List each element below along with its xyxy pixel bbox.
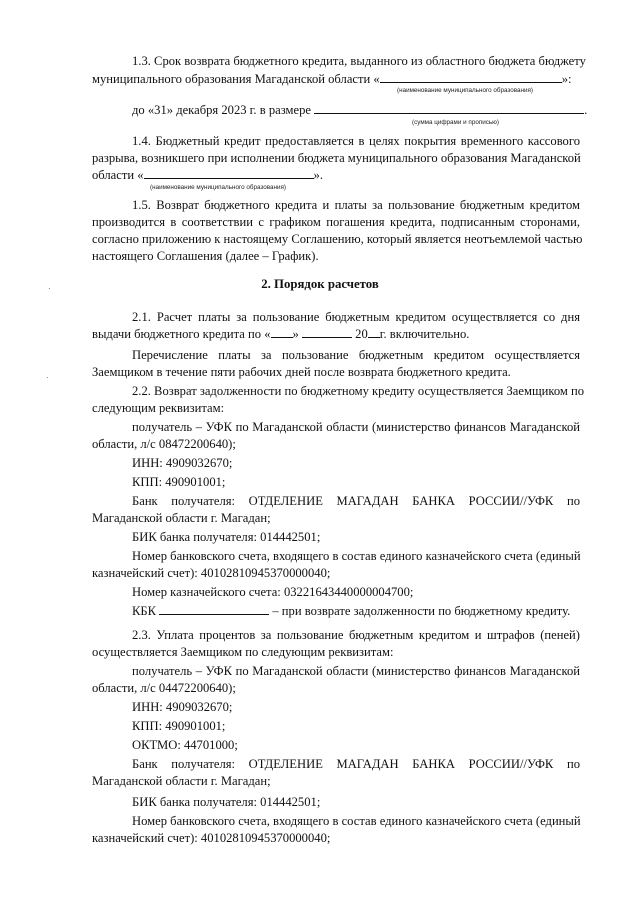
s22-recipient-line2: области, л/с 08472200640); [92,437,236,451]
s21-quote-close: » [292,327,299,341]
s22-bank-line1: Банк получателя: ОТДЕЛЕНИЕ МАГАДАН БАНКА РОССИИ//УФК по [132,494,580,508]
s22-line1: 2.2. Возврат задолженности по бюджетному кредиту осуществляется Заемщиком по [132,384,585,398]
s23-inn: ИНН: 4909032670; [132,700,233,714]
s13-caption-municipality: (наименование муниципального образования) [397,87,533,94]
s21-line2 [92,326,580,342]
s21-para2-line2: Заемщиком в течение пяти рабочих дней после возврата бюджетного кредита. [92,365,511,379]
s23-bank-line2: Магаданской области г. Магадан; [92,774,271,788]
s13-line3-end: . [584,103,588,117]
s23-account-line2: казначейский счет): 40102810945370000040; [92,831,331,845]
s22-kpp: КПП: 490901001; [132,475,226,489]
s15-line3: согласно приложению к настоящему Соглашению, который является неотъемлемой частью [92,232,583,246]
s13-caption-amount: (сумма цифрами и прописью) [412,119,499,126]
s22-inn: ИНН: 4909032670; [132,456,233,470]
s22-treasury-account: Номер казначейского счета: 03221643440000004700; [132,585,414,599]
s15-line4: настоящего Соглашения (далее – График). [92,249,319,263]
s14-line3-end: ». [313,168,323,182]
scan-speck: · [48,284,51,293]
s14-line3-text: области « [92,168,144,182]
s23-account-line1: Номер банковского счета, входящего в состав единого казначейского счета (единый [132,814,581,828]
s21-year-prefix: 20 [355,327,368,341]
s23-line1: 2.3. Уплата процентов за пользование бюджетным кредитом и штрафов (пеней) [132,628,580,642]
s21-para2-line1: Перечисление платы за пользование бюджетным кредитом осуществляется [132,348,580,362]
s22-recipient-line1: получатель – УФК по Магаданской области (министерство финансов Магаданской [132,420,580,434]
s13-line2 [92,71,580,87]
s22-account-line2: казначейский счет): 40102810945370000040; [92,566,331,580]
s22-bank-line2: Магаданской области г. Магадан; [92,511,271,525]
s22-kbk [132,603,580,619]
year-blank [368,326,380,338]
s15-line1: 1.5. Возврат бюджетного кредита и платы за пользование бюджетным кредитом [132,198,580,212]
s13-line2-text: муниципального образования Магаданской области « [92,72,380,86]
municipality-blank-1 [380,71,562,83]
s14-line1: 1.4. Бюджетный кредит предоставляется в целях покрытия временного кассового [132,134,580,148]
s23-recipient-line2: области, л/с 04472200640); [92,681,236,695]
s23-recipient-line1: получатель – УФК по Магаданской области (министерство финансов Магаданской [132,664,580,678]
s23-bik: БИК банка получателя: 014442501; [132,795,321,809]
s22-account-line1: Номер банковского счета, входящего в состав единого казначейского счета (единый [132,549,581,563]
s23-oktmo: ОКТМО: 44701000; [132,738,238,752]
s23-kpp: КПП: 490901001; [132,719,226,733]
s22-line2: следующим реквизитам: [92,401,225,415]
s14-line2: разрыва, возникшего при исполнении бюджета муниципального образования Магаданской [92,151,581,165]
s13-line1: 1.3. Срок возврата бюджетного кредита, выданного из областного бюджета бюджету [132,54,586,68]
s13-line3-text: до «31» декабря 2023 г. в размере [132,103,311,117]
month-blank [302,326,352,338]
scan-speck: · [46,373,49,382]
s13-line3 [132,102,588,118]
s21-line1: 2.1. Расчет платы за пользование бюджетным кредитом осуществляется со дня [132,310,580,324]
s23-bank-line1: Банк получателя: ОТДЕЛЕНИЕ МАГАДАН БАНКА РОССИИ//УФК по [132,757,580,771]
s14-caption-municipality: (наименование муниципального образования) [150,184,286,191]
kbk-blank [159,603,269,615]
municipality-blank-2 [144,167,314,179]
s21-line2-text: выдачи бюджетного кредита по « [92,327,271,341]
s15-line2: производится в соответствии с графиком погашения кредита, подписанным сторонами, [92,215,580,229]
s14-line3 [92,167,580,183]
s21-line2-end: г. включительно. [379,327,470,341]
section-heading: 2. Порядок расчетов [261,277,379,291]
amount-blank [314,102,584,114]
s13-line2-end: »: [561,72,572,86]
day-blank [271,326,293,338]
s22-bik: БИК банка получателя: 014442501; [132,530,321,544]
s22-kbk-label: КБК [132,604,157,618]
s22-kbk-text: – при возврате задолженности по бюджетному кредиту. [272,604,571,618]
s23-line2: осуществляется Заемщиком по следующим реквизитам: [92,645,394,659]
